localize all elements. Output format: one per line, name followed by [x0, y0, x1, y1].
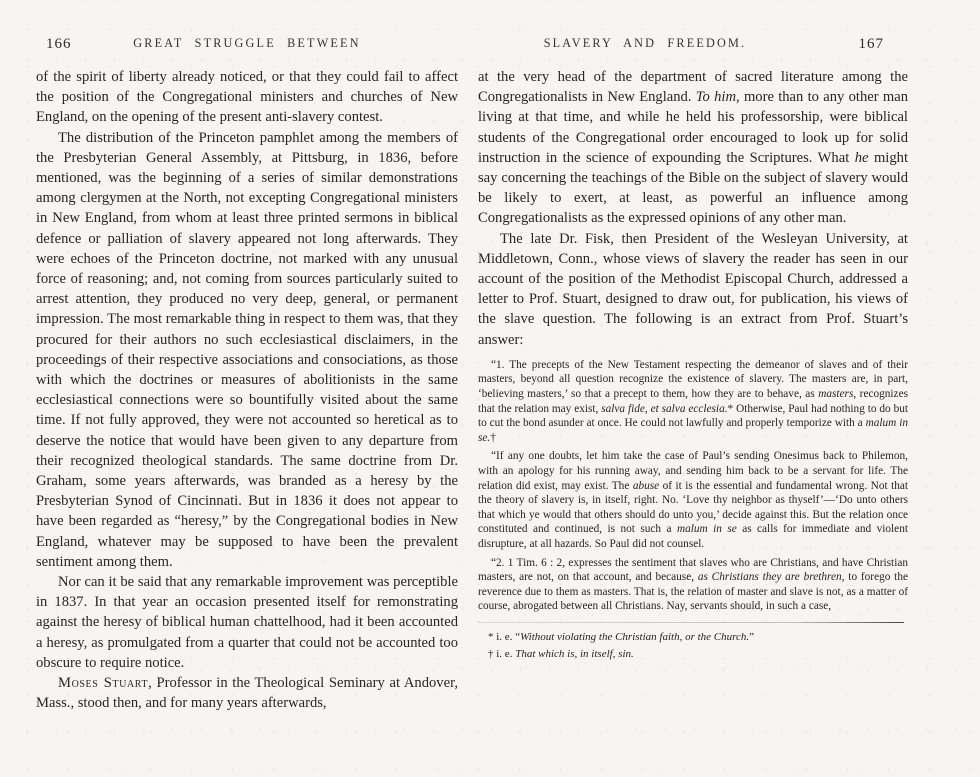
footnote-list: [478, 630, 908, 662]
body-paragraph: [36, 128, 458, 572]
right-page-number: 167: [858, 36, 884, 52]
right-page: [478, 36, 908, 664]
text-run: of it is the essential and fundamental wrong. Not that the theory of slavery is, in itself, right. No. ‘Love thy neighbor as thyself’—‘Do unto others that which ye would that others should do unto you,’ decide against this. But the relation once constituted and continued, is not such a: [478, 479, 909, 536]
text-run: of the spirit of liberty already noticed, or that they could fail to affect the position of the Congregational ministers and churches of New England, on the opening of the present anti-slavery contest.: [36, 69, 458, 126]
right-page-header: [478, 36, 908, 54]
text-run: † i. e.: [488, 647, 516, 660]
footnote-rule: [478, 622, 904, 623]
text-run: Nor can it be said that any remarkable improvement was perceptible in 1837. In that year an occasion presented itself for remonstrating against the heresy of biblical human chattelhood, had it been accounted a heresy, as promulgated from a quarter that could not be accounted too obscure to require notice.: [36, 574, 458, 671]
quote-paragraph: [478, 358, 908, 446]
small-caps-text: Moses Stuart: [58, 675, 149, 692]
text-run: , recognizes that the relation may exist,: [478, 388, 908, 415]
right-running-head: SLAVERY AND FREEDOM.: [543, 36, 747, 50]
text-run: , to forego the reverence due to them as masters. That is, the relation of master and slave is not, as a matter of course, abrogated between all Christians. Nay, servants should, in such a case,: [478, 571, 908, 613]
italic-text: To him: [695, 89, 737, 106]
body-paragraph: [36, 67, 458, 128]
text-run: , Professor in the Theological Seminary at Andover, Mass., stood then, and for many years afterwards,: [36, 675, 459, 712]
italic-text: Without violating the Christian faith, or the Church.: [520, 630, 750, 643]
body-paragraph: [36, 673, 458, 713]
text-run: , more than to any other man living at that time, and while he held his professorship, were biblical students of the Congregational order encouraged to look up for solid instruction in the science of expounding the Scriptures. What: [478, 89, 908, 166]
text-run: “1. The precepts of the New Testament respecting the demeanor of slaves and of their masters, beyond all question recognize the existence of slavery. The masters are, in part, ‘believing masters,’ so that a precept to them, how they are to behave, as: [478, 358, 908, 401]
text-run: * Otherwise, Paul had nothing to do but to cut the bond asunder at once. He could not lawfully and properly temporize with a: [478, 402, 909, 430]
italic-text: masters: [818, 388, 854, 401]
body-paragraph: [478, 67, 908, 229]
body-paragraph: [478, 229, 908, 350]
quote-paragraph: [478, 449, 908, 551]
block-quote: [478, 358, 908, 614]
right-page-body: [478, 67, 908, 350]
left-page-header: [36, 36, 458, 54]
text-run: The distribution of the Princeton pamphlet among the members of the Presbyterian General Assembly, at Pittsburg, in 1836, before mentioned, was the beginning of a series of similar demonstrations among clergymen at the North, not excepting Congregational ministers in New England, from whom at least three printed sermons in biblical defence or palliation of slavery appeared not long afterwards. They were echoes of the Princeton doctrine, not marked with any unusual force of reasoning; and, not coming from sources particularly suited to arrest attention, they produced no very deep, general, or permanent impression. The most remarkable thing in respect to them was, that they procured for their authors no such ecclesiastical disclaimers, in the proceedings of their respective associations and consociations, as those with which the doctrines or measures of abolitionists in the same ecclesiastical connections were so bountifully visited about the same time. If not fully approved, they were not accounted so heretical as to deserve the notice that would have been given to any departure from their recognized theological standards. The same doctrine from Dr. Graham, some years afterwards, was branded as a heresy by the Presbyterian Synod of Cincinnati. But in 1836 it does not appear to have been regarded as “heresy,” by the Congregational bodies in New England, whatever may be supposed to have been the prevalent sentiment among them.: [36, 129, 458, 570]
italic-text: malum in se: [676, 523, 737, 536]
italic-text: malum in se.: [478, 417, 908, 444]
body-paragraph: [36, 572, 458, 673]
text-run: The late Dr. Fisk, then President of the Wesleyan University, at Middletown, Conn., whose views of slavery the reader has seen in our account of the position of the Methodist Episcopal Church, addressed a letter to Prof. Stuart, designed to draw out, for publication, his views of the slave question. The following is an extract from Prof. Stuart’s answer:: [478, 230, 908, 348]
footnotes: [478, 622, 908, 662]
text-run: †: [490, 431, 496, 444]
footnote: [478, 630, 908, 645]
italic-text: abuse: [632, 479, 660, 492]
italic-text: salva fide, et salva ecclesia.: [601, 402, 728, 415]
text-run: as calls for immediate and violent disrupture, at all hazards. So Paul did not counsel.: [478, 523, 908, 550]
left-page: [36, 36, 458, 714]
left-running-head: GREAT STRUGGLE BETWEEN: [133, 36, 361, 50]
italic-text: That which is, in itself, sin.: [515, 647, 634, 660]
italic-text: he: [854, 149, 869, 166]
text-run: at the very head of the department of sacred literature among the Congregationalists in New England.: [478, 69, 908, 106]
text-run: “If any one doubts, let him take the case of Paul’s sending Onesimus back to Philemon, with an apology for his running away, and sending him back to be a servant for life. The relation did exist, may exist. The: [478, 450, 908, 492]
quote-paragraph: [478, 556, 908, 614]
text-run: might say concerning the teachings of the Bible on the subject of slavery would be likely to exert, at least, as powerful an influence among Congregationalists as the expressed opinions of any other man.: [478, 149, 908, 227]
text-run: “2. 1 Tim. 6 : 2, expresses the sentiment that slaves who are Christians, and have Christian masters, are not, on that account, and because,: [478, 556, 908, 584]
italic-text: as Christians they are brethren: [697, 571, 842, 584]
footnote: [478, 647, 908, 662]
text-run: * i. e. “: [488, 630, 521, 643]
left-page-body: [36, 67, 458, 714]
text-run: ”: [749, 630, 755, 643]
left-page-number: 166: [46, 36, 72, 52]
